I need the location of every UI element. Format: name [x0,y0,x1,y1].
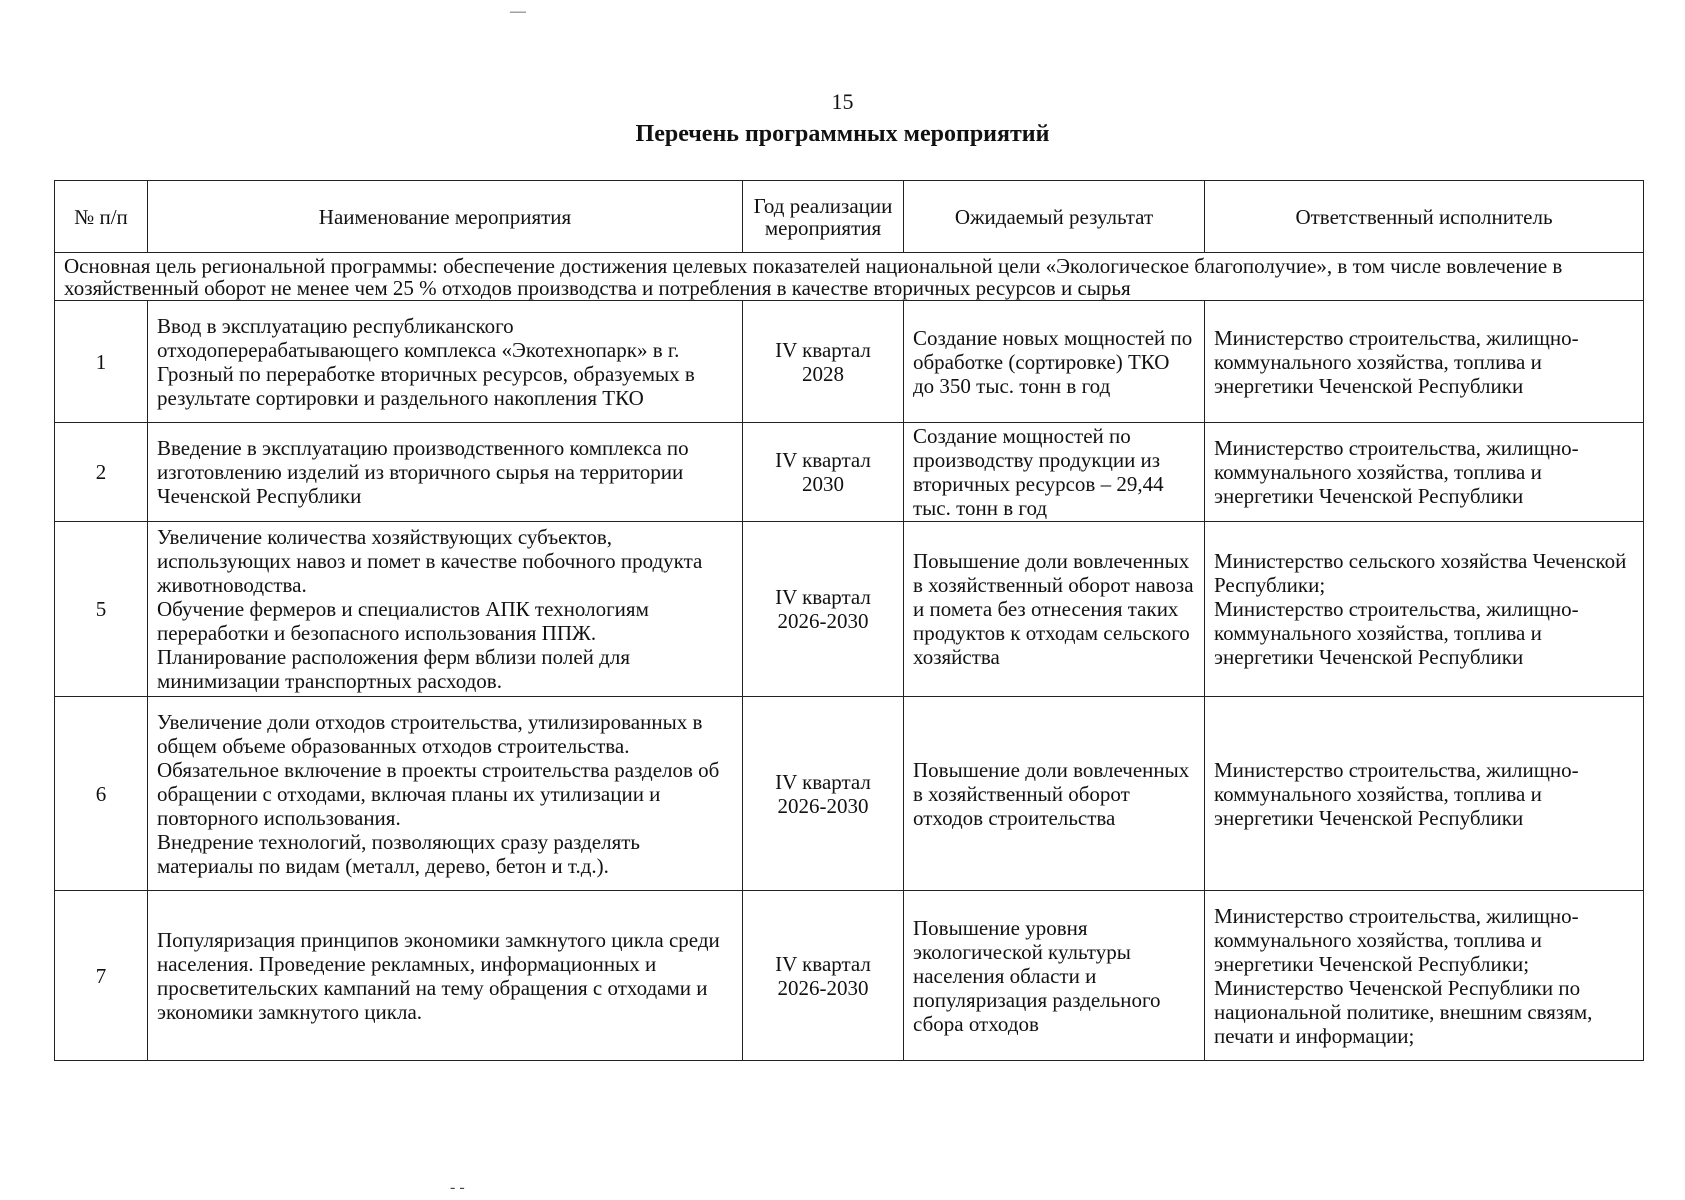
row-executor: Министерство сельского хозяйства Чеченской Республики; Министерство строительства, жилищно-коммунального хозяйства, топлива и энергетики Чеченской Республики [1205,522,1644,697]
table-row [55,522,1644,697]
row-executor: Министерство строительства, жилищно-коммунального хозяйства, топлива и энергетики Чеченской Республики [1205,423,1644,522]
table-header-row [55,181,1644,253]
document-title: Перечень программных мероприятий [635,121,1050,147]
header-executor: Ответственный исполнитель [1205,181,1644,253]
row-result: Создание мощностей по производству продукции из вторичных ресурсов – 29,44 тыс. тонн в год [904,423,1205,522]
table-row [55,423,1644,522]
row-name: Популяризация принципов экономики замкнутого цикла среди населения. Проведение рекламных, информационных и просветительских кампаний на тему обращения с отходами и экономики замкнутого цикла. [148,891,743,1061]
row-result: Повышение уровня экологической культуры населения области и популяризация раздельного сбора отходов [904,891,1205,1061]
row-executor: Министерство строительства, жилищно-коммунального хозяйства, топлива и энергетики Чеченской Республики [1205,697,1644,891]
row-executor: Министерство строительства, жилищно-коммунального хозяйства, топлива и энергетики Чеченской Республики [1205,301,1644,423]
row-number: 6 [55,697,148,891]
row-name: Ввод в эксплуатацию республиканского отходоперерабатывающего комплекса «Экотехнопарк» в г. Грозный по переработке вторичных ресурсов, образуемых в результате сортировки и раздельного накопления ТКО [148,301,743,423]
header-name: Наименование мероприятия [148,181,743,253]
row-executor: Министерство строительства, жилищно-коммунального хозяйства, топлива и энергетики Чеченской Республики; Министерство Чеченской Республики по национальной политике, внешним связям, печати и информации; [1205,891,1644,1061]
stray-mark-bottom: - - [450,1179,465,1196]
page-number: 15 [831,89,854,114]
row-year: IV квартал 2026-2030 [743,697,904,891]
goal-text: Основная цель региональной программы: обеспечение достижения целевых показателей национальной цели «Экологическое благополучие», в том числе вовлечение в хозяйственный оборот не менее чем 25 % отходов производства и потребления в качестве вторичных ресурсов и сырья [55,253,1644,301]
row-year: IV квартал 2026-2030 [743,891,904,1061]
row-number: 2 [55,423,148,522]
stray-mark-top: — [510,3,526,20]
table-row [55,697,1644,891]
header-year: Год реализации мероприятия [743,181,904,253]
table-row [55,891,1644,1061]
row-number: 7 [55,891,148,1061]
header-result: Ожидаемый результат [904,181,1205,253]
row-name: Увеличение доли отходов строительства, утилизированных в общем объеме образованных отходов строительства. Обязательное включение в проекты строительства разделов об обращении с отходами, включая планы их утилизации и повторного использования. Внедрение технологий, позволяющих сразу разделять материалы по видам (металл, дерево, бетон и т.д.). [148,697,743,891]
row-name: Введение в эксплуатацию производственного комплекса по изготовлению изделий из вторичного сырья на территории Чеченской Республики [148,423,743,522]
header-number: № п/п [55,181,148,253]
row-year: IV квартал 2026-2030 [743,522,904,697]
row-year: IV квартал 2030 [743,423,904,522]
row-number: 1 [55,301,148,423]
goal-row [55,253,1644,301]
row-year: IV квартал 2028 [743,301,904,423]
table-row [55,301,1644,423]
row-result: Повышение доли вовлеченных в хозяйственный оборот отходов строительства [904,697,1205,891]
row-result: Повышение доли вовлеченных в хозяйственный оборот навоза и помета без отнесения таких продуктов к отходам сельского хозяйства [904,522,1205,697]
measures-table [54,180,1644,1061]
row-name: Увеличение количества хозяйствующих субъектов, использующих навоз и помет в качестве побочного продукта животноводства. Обучение фермеров и специалистов АПК технологиям переработки и безопасного использования ППЖ. Планирование расположения ферм вблизи полей для минимизации транспортных расходов. [148,522,743,697]
row-result: Создание новых мощностей по обработке (сортировке) ТКО до 350 тыс. тонн в год [904,301,1205,423]
row-number: 5 [55,522,148,697]
